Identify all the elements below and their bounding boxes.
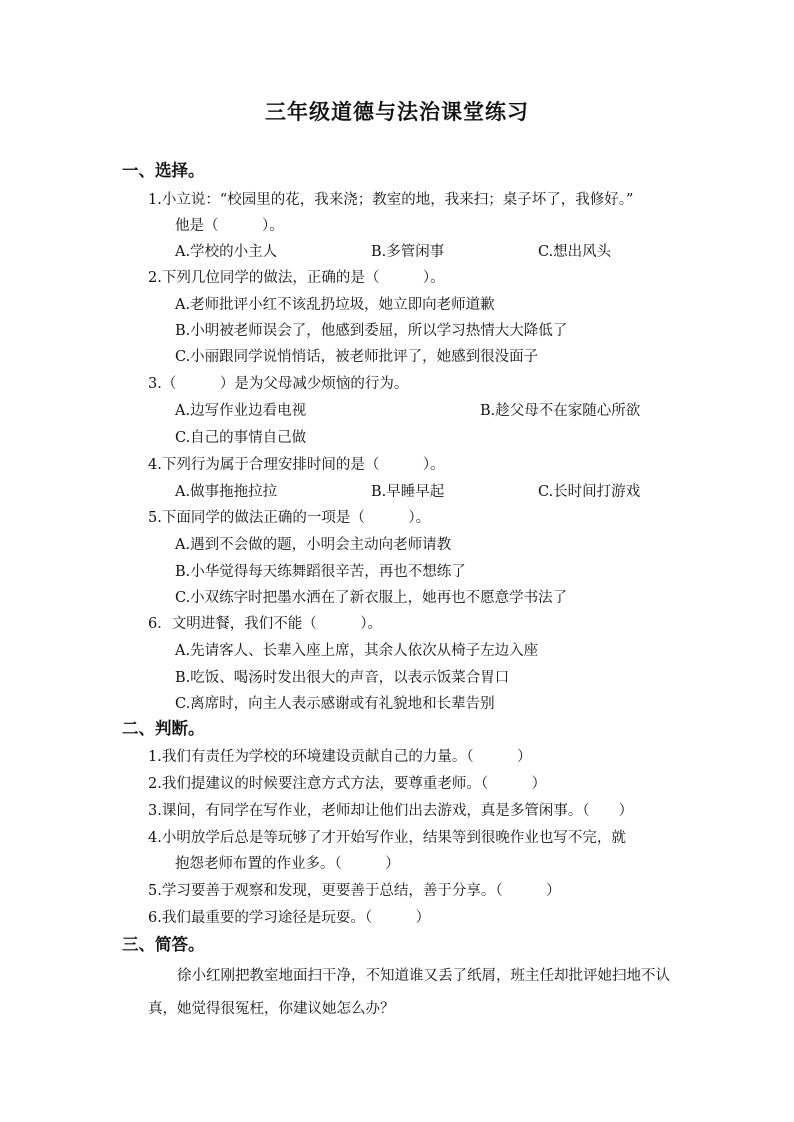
section-heading-short-answer: 三、简答。 xyxy=(122,935,205,954)
question-1-option-c: C.想出风头 xyxy=(538,244,612,260)
section-heading-choice: 一、选择。 xyxy=(122,161,205,180)
question-2-option-b: B.小明被老师误会了，他感到委屈，所以学习热情大大降低了 xyxy=(175,323,568,339)
question-5: 5.下面同学的做法正确的一项是（ ）。 xyxy=(148,510,431,526)
question-6-option-b: B.吃饭、喝汤时发出很大的声音，以表示饭菜合胃口 xyxy=(175,670,510,686)
judge-item-4-line1: 4.小明放学后总是等玩够了才开始写作业，结果等到很晚作业也写不完，就 xyxy=(148,830,626,846)
page-title: 三年级道德与法治课堂练习 xyxy=(265,99,529,124)
judge-item-6: 6.我们最重要的学习途径是玩耍。（ ） xyxy=(148,910,431,926)
question-2-option-a: A.老师批评小红不该乱扔垃圾，她立即向老师道歉 xyxy=(175,297,495,313)
question-4-option-c: C.长时间打游戏 xyxy=(538,484,641,500)
question-1-option-a: A.学校的小主人 xyxy=(175,244,278,260)
judge-item-1: 1.我们有责任为学校的环境建设贡献自己的力量。（ ） xyxy=(148,749,532,765)
question-1-line2: 他是（ ）。 xyxy=(175,218,284,234)
question-3-option-a: A.边写作业边看电视 xyxy=(175,403,307,419)
question-2-option-c: C.小丽跟同学说悄悄话，被老师批评了，她感到很没面子 xyxy=(175,349,539,365)
question-4-option-b: B.早睡早起 xyxy=(371,484,445,500)
short-answer-question: 徐小红刚把教室地面扫干净，不知道谁又丢了纸屑，班主任却批评她扫地不认真，她觉得很冤枉，你建议她怎么办？ xyxy=(148,968,670,1017)
section-heading-judge: 二、判断。 xyxy=(122,719,205,738)
question-3: 3.（ ）是为父母减少烦恼的行为。 xyxy=(148,376,409,392)
question-5-option-b: B.小华觉得每天练舞蹈很辛苦，再也不想练了 xyxy=(175,564,466,580)
question-5-option-c: C.小双练字时把墨水洒在了新衣服上，她再也不愿意学书法了 xyxy=(175,590,568,606)
question-4-option-a: A.做事拖拖拉拉 xyxy=(175,484,278,500)
question-1-line1: 1.小立说：“校园里的花，我来浇；教室的地，我来扫；桌子坏了，我修好。” xyxy=(148,192,634,208)
question-3-option-b: B.趁父母不在家随心所欲 xyxy=(480,403,641,419)
question-6-option-c: C.离席时，向主人表示感谢或有礼貌地和长辈告别 xyxy=(175,696,495,712)
judge-item-5: 5.学习要善于观察和发现，更要善于总结，善于分享。（ ） xyxy=(148,883,561,899)
judge-item-2: 2.我们提建议的时候要注意方式方法，要尊重老师。（ ） xyxy=(148,776,547,792)
question-6: 6．文明进餐，我们不能（ ）。 xyxy=(148,616,382,632)
question-1-option-b: B.多管闲事 xyxy=(371,244,445,260)
judge-item-4-line2: 抱怨老师布置的作业多。（ ） xyxy=(175,856,400,872)
judge-item-3: 3.课间，有同学在写作业，老师却让他们出去游戏，真是多管闲事。（ ） xyxy=(148,803,634,819)
question-6-option-a: A.先请客人、长辈入座上席，其余人依次从椅子左边入座 xyxy=(175,643,539,659)
question-5-option-a: A.遇到不会做的题，小明会主动向老师请教 xyxy=(175,537,452,553)
question-3-option-c: C.自己的事情自己做 xyxy=(175,430,307,446)
question-4: 4.下列行为属于合理安排时间的是（ ）。 xyxy=(148,457,445,473)
question-2: 2.下列几位同学的做法，正确的是（ ）。 xyxy=(148,270,445,286)
